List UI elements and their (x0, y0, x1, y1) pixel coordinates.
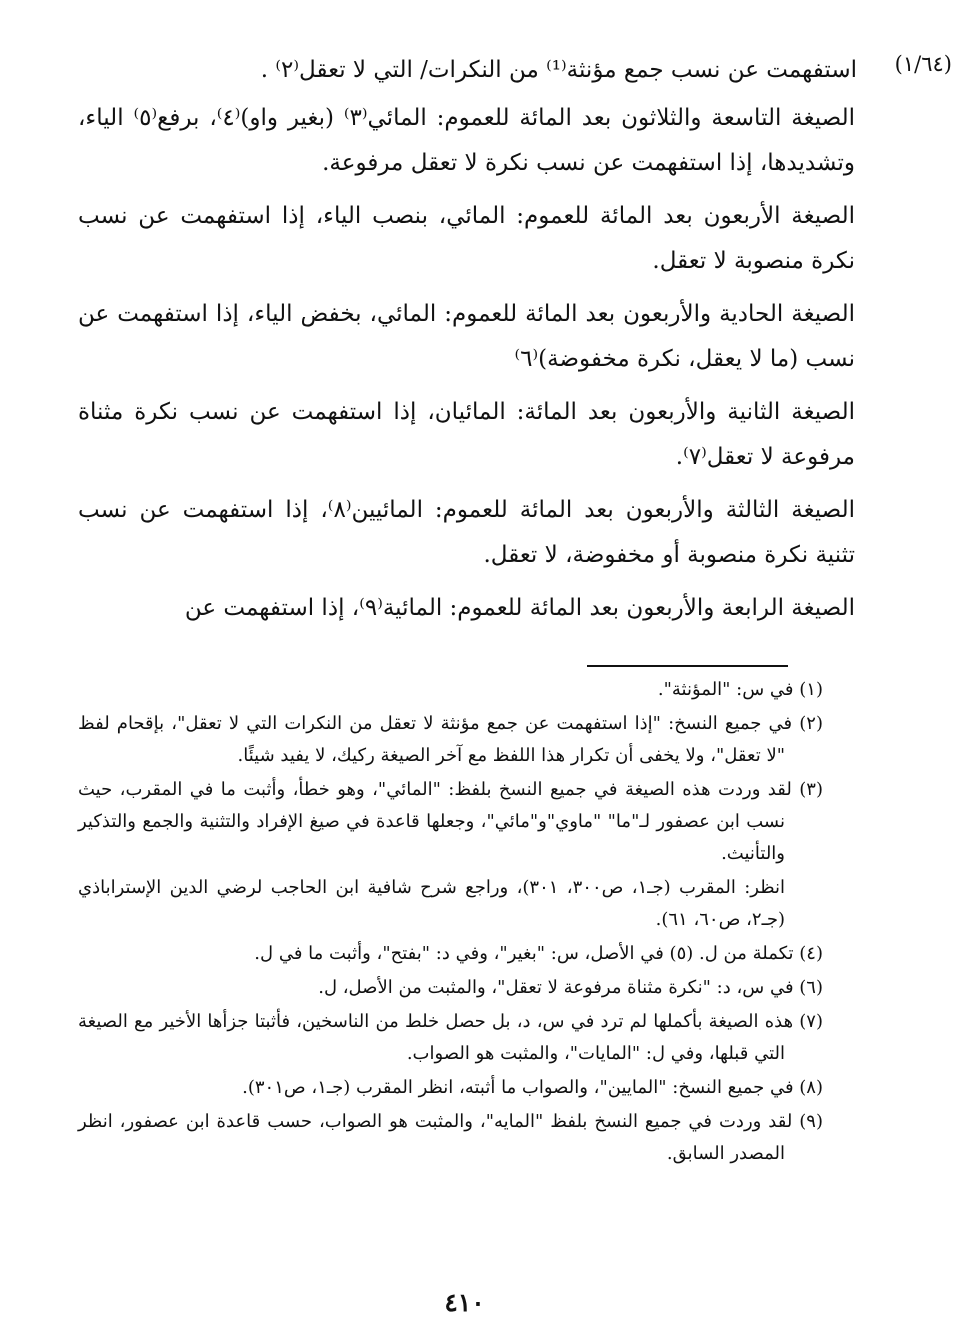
paragraph: الصيغة الثانية والأربعون بعد المائة: المائيان، إذا استفهمت عن نسب نكرة مثناة مرفوعة لا تعقل⁽٧⁾. (78, 399, 855, 470)
paragraph: الصيغة الرابعة والأربعون بعد المائة للعموم: المائية⁽٩⁾، إذا استفهمت عن (184, 595, 855, 621)
page-number: ٤١٠ (444, 1288, 485, 1317)
footnote: (٧) هذه الصيغة بأكملها لم ترد في س، د، بل حصل خلط من الناسخين، فأثبتا جزأها الأخير مع الصيغة التي قبلها، وفي ل: "المايات"، والمثبت هو الصواب. (78, 1011, 823, 1064)
paragraph: الصيغة الأربعون بعد المائة للعموم: المائي، بنصب الياء، إذا استفهمت عن نسب نكرة منصوبة لا تعقل. (78, 203, 855, 274)
footnotes (78, 674, 823, 1172)
paragraph: الصيغة الحادية والأربعون بعد المائة للعموم: المائي، بخفض الياء، إذا استفهمت عن نسب (ما لا يعقل، نكرة مخفوضة)⁽٦⁾ (78, 301, 855, 372)
footnote: (٢) في جميع النسخ: "إذا استفهمت عن جمع مؤنثة لا تعقل من النكرات التي لا تعقل"، بإقحام لفظ "لا تعقل"، ولا يخفى أن تكرار هذا اللفظ مع آخر الصيغة ركيك، لا يفيد شيئًا. (78, 713, 823, 766)
page-reference: (١/٦٤) (894, 52, 952, 76)
footnote-separator (587, 665, 788, 667)
paragraph: الصيغة التاسعة والثلاثون بعد المائة للعموم: المائي⁽٣⁾ (بغير واو)⁽٤⁾، برفع⁽٥⁾ الياء، وتشديدها، إذا استفهمت عن نسب نكرة لا تعقل مرفوعة. (78, 105, 855, 176)
footnote-continuation: انظر: المقرب (جـ١، ص٣٠٠، ٣٠١)، وراجع شرح شافية ابن الحاجب لرضي الدين الإستراباذي (جـ٢، ص٦٠، ٦١). (78, 877, 786, 930)
opening-line: استفهمت عن نسب جمع مؤنثة⁽¹⁾ من النكرات/ التي لا تعقل⁽٢⁾ . (260, 57, 857, 83)
footnote: (١) في س: "المؤنثة". (657, 679, 823, 700)
footnote: (٦) في س، د: "نكرة مثناة مرفوعة لا تعقل"، والمثبت من الأصل، ل. (318, 977, 823, 998)
main-text (78, 96, 855, 639)
footnote: (٣) لقد وردت هذه الصيغة في جميع النسخ بلفظ: "المائي"، وهو خطأ، وأثبت ما في المقرب، حيث نسب ابن عصفور لـ"ما" "ماوي"و"مائي"، وجعلها قاعدة في صيغ الإفراد والتثنية والجمع والتذكير والتأنيث. (78, 779, 823, 864)
footnote: (٤) تكملة من ل. (٥) في الأصل، س: "بغير"، وفي د: "بفتح"، وأثبت ما في ل. (254, 943, 823, 964)
paragraph: الصيغة الثالثة والأربعون بعد المائة للعموم: المائيين⁽٨⁾، إذا استفهمت عن نسب تثنية نكرة منصوبة أو مخفوضة، لا تعقل. (78, 497, 856, 568)
footnote: (٨) في جميع النسخ: "المايين"، والصواب ما أثبته، انظر المقرب (جـ١، ص٣٠١). (242, 1077, 823, 1098)
footnote: (٩) لقد وردت في جميع النسخ بلفظ "المايه"، والمثبت هو الصواب، حسب قاعدة ابن عصفور، انظر المصدر السابق. (78, 1111, 823, 1164)
